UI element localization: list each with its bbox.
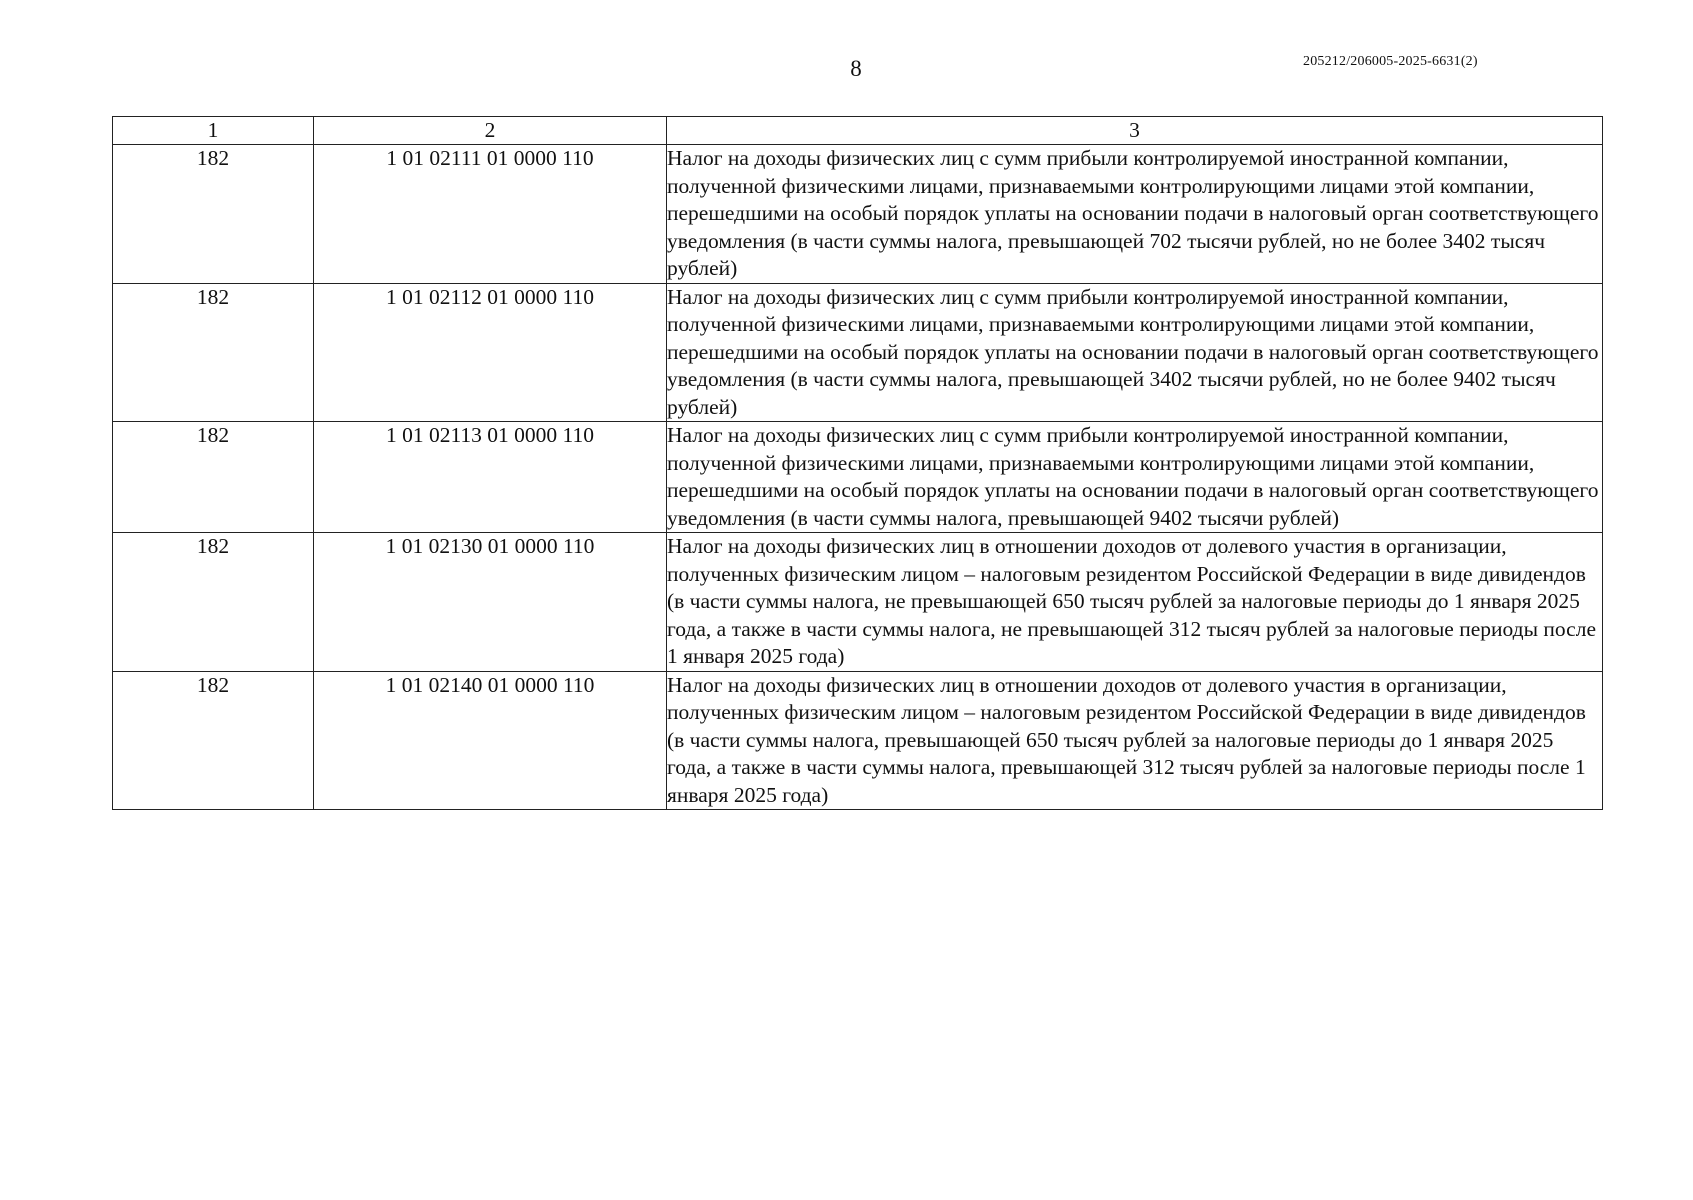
bcc-cell: 1 01 02113 01 0000 110 (314, 422, 667, 533)
table-row (113, 283, 1603, 422)
page-number: 8 (850, 56, 862, 81)
income-name-cell: Налог на доходы физических лиц с сумм прибыли контролируемой иностранной компании, полученной физическими лицами, признаваемыми контролирующими лицами этой компании, перешедшими на особый порядок уплаты на основании подачи в налоговый орган соответствующего уведомления (в части суммы налога, превышающей 9402 тысячи рублей) (667, 422, 1603, 533)
bcc-cell: 1 01 02140 01 0000 110 (314, 671, 667, 810)
table-row (113, 533, 1603, 672)
bcc-cell: 1 01 02112 01 0000 110 (314, 283, 667, 422)
column-header-2: 2 (314, 117, 667, 145)
admin-code-cell: 182 (113, 145, 314, 284)
admin-code-cell: 182 (113, 283, 314, 422)
document-number: 205212/206005-2025-6631(2) (1303, 54, 1478, 69)
table-row (113, 422, 1603, 533)
admin-code-cell: 182 (113, 422, 314, 533)
admin-code-cell: 182 (113, 671, 314, 810)
bcc-cell: 1 01 02130 01 0000 110 (314, 533, 667, 672)
admin-code-cell: 182 (113, 533, 314, 672)
table-row (113, 145, 1603, 284)
table-header-row (113, 117, 1603, 145)
income-name-cell: Налог на доходы физических лиц в отношении доходов от долевого участия в организации, полученных физическим лицом – налоговым резидентом Российской Федерации в виде дивидендов (в части суммы налога, превышающей 650 тысяч рублей за налоговые периоды до 1 января 2025 года, а также в части суммы налога, превышающей 312 тысяч рублей за налоговые периоды после 1 января 2025 года) (667, 671, 1603, 810)
budget-classification-table (112, 116, 1603, 810)
income-name-cell: Налог на доходы физических лиц с сумм прибыли контролируемой иностранной компании, полученной физическими лицами, признаваемыми контролирующими лицами этой компании, перешедшими на особый порядок уплаты на основании подачи в налоговый орган соответствующего уведомления (в части суммы налога, превышающей 702 тысячи рублей, но не более 3402 тысяч рублей) (667, 145, 1603, 284)
budget-classification-table-container (112, 116, 1602, 810)
column-header-3: 3 (667, 117, 1603, 145)
table-row (113, 671, 1603, 810)
bcc-cell: 1 01 02111 01 0000 110 (314, 145, 667, 284)
income-name-cell: Налог на доходы физических лиц в отношении доходов от долевого участия в организации, полученных физическим лицом – налоговым резидентом Российской Федерации в виде дивидендов (в части суммы налога, не превышающей 650 тысяч рублей за налоговые периоды до 1 января 2025 года, а также в части суммы налога, не превышающей 312 тысяч рублей за налоговые периоды после 1 января 2025 года) (667, 533, 1603, 672)
column-header-1: 1 (113, 117, 314, 145)
income-name-cell: Налог на доходы физических лиц с сумм прибыли контролируемой иностранной компании, полученной физическими лицами, признаваемыми контролирующими лицами этой компании, перешедшими на особый порядок уплаты на основании подачи в налоговый орган соответствующего уведомления (в части суммы налога, превышающей 3402 тысячи рублей, но не более 9402 тысяч рублей) (667, 283, 1603, 422)
